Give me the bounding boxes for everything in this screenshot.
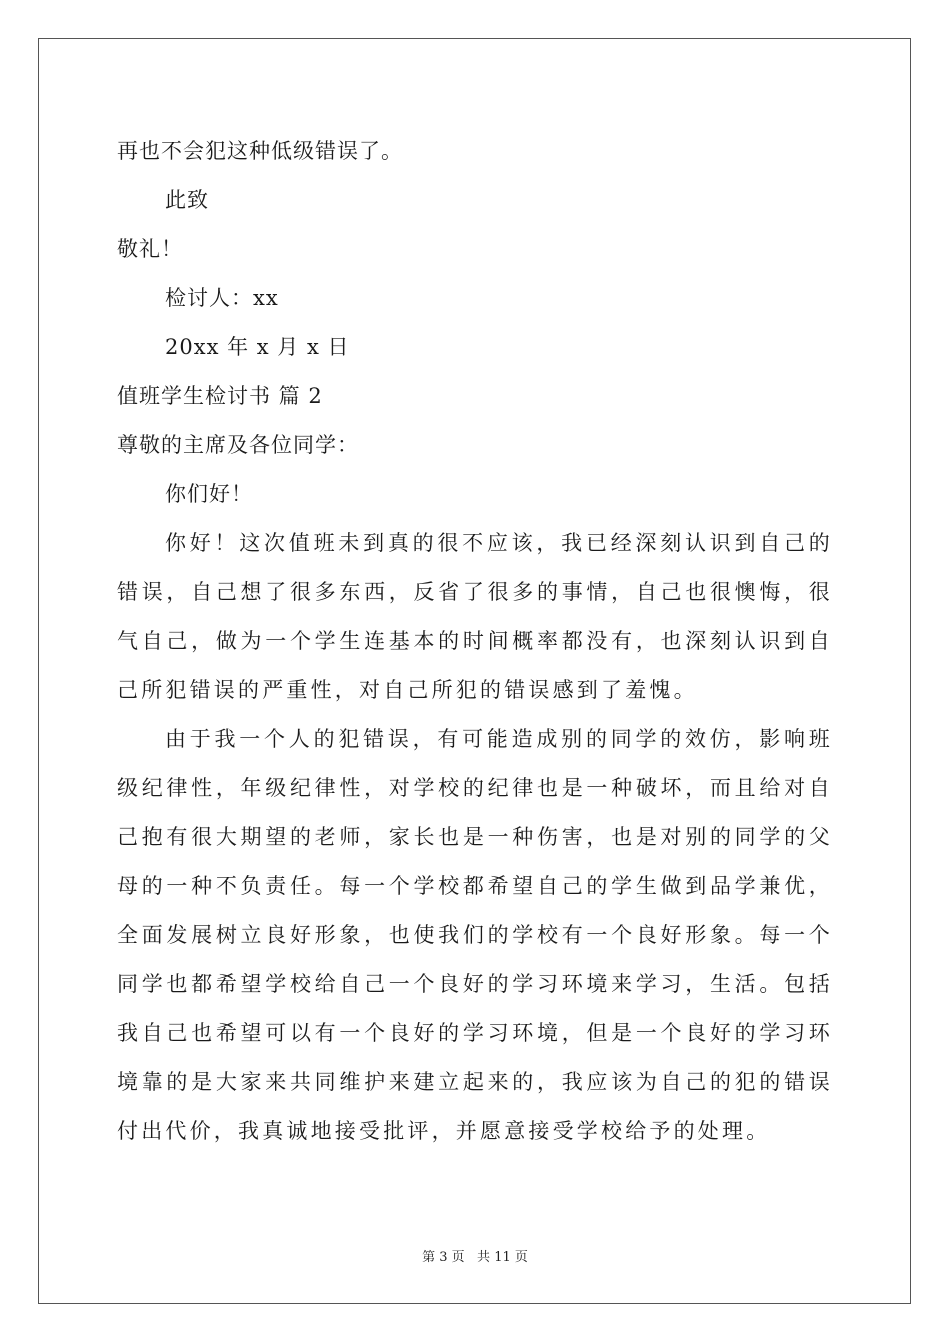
addressee-line: 尊敬的主席及各位同学： (117, 433, 359, 457)
closing-jing-li: 敬礼！ (117, 237, 183, 261)
signer-line: 检讨人：xx (165, 286, 279, 310)
document-body (117, 127, 833, 1156)
closing-ci-zhi: 此致 (165, 188, 209, 212)
page-footer (0, 1246, 950, 1265)
body-paragraph-2: 由于我一个人的犯错误，有可能造成别的同学的效仿，影响班级纪律性，年级纪律性，对学校的纪律也是一种破坏，而且给对自己抱有很大期望的老师，家长也是一种伤害，也是对别的同学的父母的一种不负责任。每一个学校都希望自己的学生做到品学兼优，全面发展树立良好形象，也使我们的学校有一个良好形象。每一个同学也都希望学校给自己一个良好的学习环境来学习，生活。包括我自己也希望可以有一个良好的学习环境，但是一个良好的学习环境靠的是大家来共同维护来建立起来的，我应该为自己的犯的错误付出代价，我真诚地接受批评，并愿意接受学校给予的处理。 (117, 727, 833, 1143)
page-number: 第 3 页 共 11 页 (422, 1250, 528, 1265)
date-line: 20xx 年 x 月 x 日 (165, 335, 350, 359)
section-title: 值班学生检讨书 篇 2 (117, 384, 323, 408)
continuation-line: 再也不会犯这种低级错误了。 (117, 139, 403, 163)
greeting-line: 你们好！ (165, 482, 253, 506)
body-paragraph-1: 你好！这次值班未到真的很不应该，我已经深刻认识到自己的错误，自己想了很多东西，反省了很多的事情，自己也很懊悔，很气自己，做为一个学生连基本的时间概率都没有，也深刻认识到自己所犯错误的严重性，对自己所犯的错误感到了羞愧。 (117, 531, 833, 702)
